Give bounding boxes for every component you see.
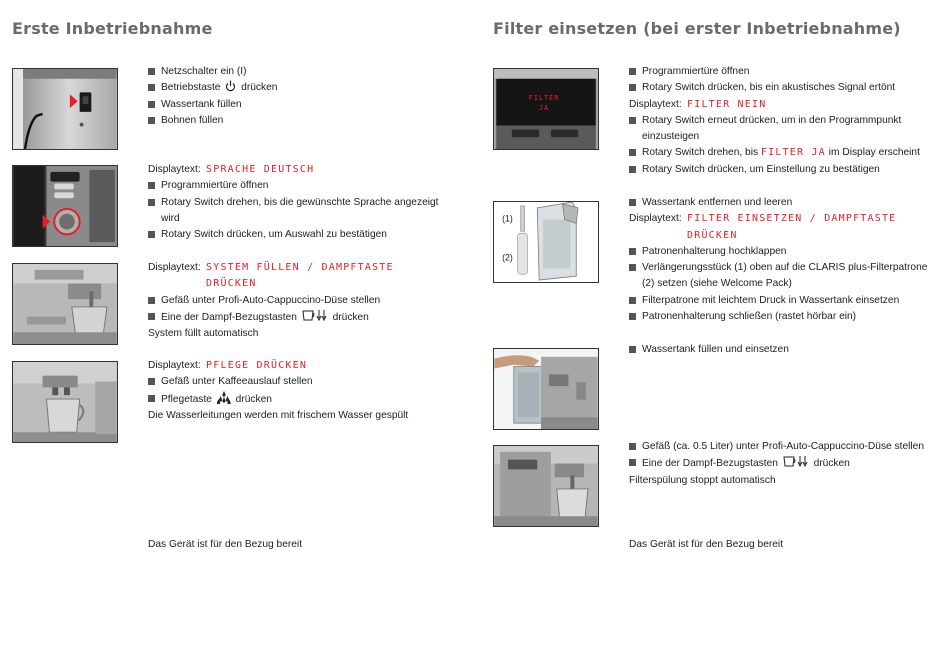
photo-control-panel-art bbox=[13, 166, 117, 246]
list-item: Bohnen füllen bbox=[148, 113, 448, 129]
note-text: System füllt automatisch bbox=[148, 328, 259, 340]
list-item: Rotary Switch drücken, bis ein akustisches Signal ertönt bbox=[629, 80, 929, 96]
list-item: Rotary Switch drücken, um Auswahl zu bestätigen bbox=[148, 227, 448, 243]
list-item: Patronenhalterung hochklappen bbox=[629, 244, 929, 260]
list-item: Eine der Dampf-Bezugstasten drücken bbox=[148, 309, 448, 326]
list-item: Wassertank füllen und einsetzen bbox=[629, 342, 929, 358]
power-icon bbox=[225, 80, 236, 92]
left-column bbox=[0, 0, 460, 660]
photo-display-filter bbox=[493, 68, 599, 150]
list-item: Gefäß (ca. 0.5 Liter) unter Profi-Auto-Cappuccino-Düse stellen bbox=[629, 439, 929, 455]
list-item: Rotary Switch drehen, bis FILTER JA im Display erscheint bbox=[629, 145, 929, 161]
photo-cappuccino-nozzle bbox=[12, 263, 118, 345]
photo-power-switch bbox=[12, 68, 118, 150]
left-step1 bbox=[148, 64, 448, 129]
display-line: Displaytext: SYSTEM FÜLLEN / DAMPFTASTE bbox=[148, 262, 394, 273]
list-item: Rotary Switch erneut drücken, um in den Programmpunkt einzusteigen bbox=[629, 113, 929, 146]
photo-filter-cartridge-art bbox=[494, 202, 598, 282]
screen-line2: JA bbox=[538, 103, 550, 112]
list-item: Wassertank entfernen und leeren bbox=[629, 195, 929, 211]
right-step1 bbox=[629, 64, 929, 178]
display-line: Displaytext: PFLEGE DRÜCKEN bbox=[148, 360, 308, 371]
left-title: Erste Inbetriebnahme bbox=[12, 19, 213, 38]
right-column bbox=[481, 0, 941, 660]
right-step4 bbox=[629, 439, 929, 489]
list-item: Programmiertüre öffnen bbox=[148, 178, 448, 194]
list-item: Gefäß unter Kaffeeauslauf stellen bbox=[148, 374, 448, 390]
right-step3 bbox=[629, 342, 929, 358]
left-step2 bbox=[148, 162, 448, 243]
list-item: Betriebstaste drücken bbox=[148, 80, 448, 96]
list-item: Eine der Dampf-Bezugstasten drücken bbox=[629, 455, 929, 472]
photo-control-panel bbox=[12, 165, 118, 247]
left-step4 bbox=[148, 358, 448, 424]
display-line: Displaytext: FILTER NEIN bbox=[629, 98, 767, 110]
list-item: Filterpatrone mit leichtem Druck in Wassertank einsetzen bbox=[629, 293, 929, 309]
steam-cup-icon bbox=[302, 309, 328, 322]
list-item: Verlängerungsstück (1) oben auf die CLARIS plus-Filterpatrone (2) setzen (siehe Welcome Pack) bbox=[629, 260, 929, 293]
photo-cappuccino-nozzle-art bbox=[13, 264, 117, 344]
steam-cup-icon bbox=[783, 455, 809, 468]
photo-cappuccino-rinse-art bbox=[494, 446, 598, 526]
display-line: Displaytext: SPRACHE DEUTSCH bbox=[148, 164, 315, 175]
list-item: Pflegetaste drücken bbox=[148, 391, 448, 408]
photo-display-filter-art bbox=[494, 69, 598, 149]
photo-filter-cartridge bbox=[493, 201, 599, 283]
list-item: Rotary Switch drücken, um Einstellung zu bestätigen bbox=[629, 162, 929, 178]
care-drops-icon bbox=[217, 391, 231, 404]
left-footer: Das Gerät ist für den Bezug bereit bbox=[148, 539, 303, 550]
photo-cappuccino-rinse bbox=[493, 445, 599, 527]
list-item: Netzschalter ein (I) bbox=[148, 64, 448, 80]
list-item: Gefäß unter Profi-Auto-Cappuccino-Düse stellen bbox=[148, 293, 448, 309]
display-line: Displaytext: FILTER EINSETZEN / DAMPFTASTE bbox=[629, 213, 897, 225]
note-text: Die Wasserleitungen werden mit frischem Wasser gespült bbox=[148, 409, 409, 421]
right-step2 bbox=[629, 195, 929, 325]
screen-line1: FILTER bbox=[528, 94, 560, 103]
list-item: Wassertank füllen bbox=[148, 97, 448, 113]
photo-power-switch-art bbox=[13, 69, 117, 149]
list-item: Rotary Switch drehen, bis die gewünschte Sprache angezeigt wird bbox=[148, 195, 448, 228]
left-step3 bbox=[148, 260, 448, 342]
note-text: Filterspülung stoppt automatisch bbox=[629, 474, 776, 486]
photo-coffee-spout-art bbox=[13, 362, 117, 442]
photo-water-tank bbox=[493, 348, 599, 430]
label-1: (1) bbox=[502, 213, 513, 224]
right-footer: Das Gerät ist für den Bezug bereit bbox=[629, 539, 784, 550]
display-line-cont: DRÜCKEN bbox=[206, 278, 257, 290]
list-item: Programmiertüre öffnen bbox=[629, 64, 929, 80]
photo-water-tank-art bbox=[494, 349, 598, 429]
list-item: Patronenhalterung schließen (rastet hörbar ein) bbox=[629, 309, 929, 325]
label-2: (2) bbox=[502, 252, 513, 263]
right-title: Filter einsetzen (bei erster Inbetriebnahme) bbox=[493, 19, 901, 38]
photo-coffee-spout bbox=[12, 361, 118, 443]
display-line-cont: DRÜCKEN bbox=[687, 229, 738, 241]
